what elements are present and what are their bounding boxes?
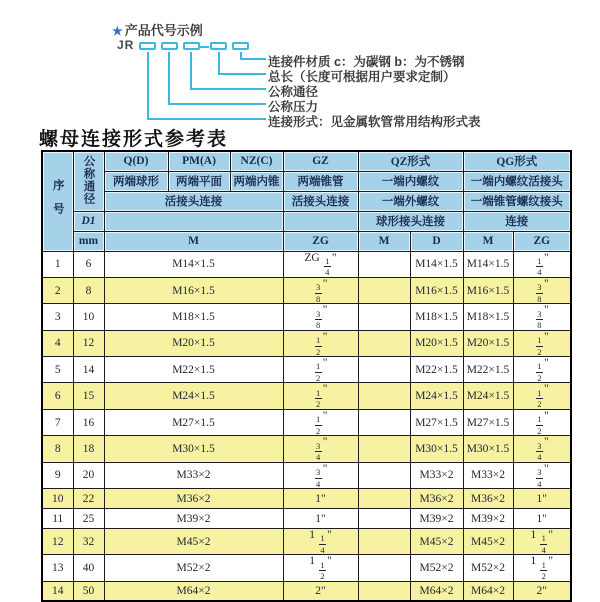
table-header: [42, 151, 571, 251]
cell-no: 7: [42, 409, 73, 435]
cell-qg-m: M39×2: [463, 509, 513, 529]
cell-qg-m: M18×1.5: [463, 304, 513, 330]
header-qg-code: QG形式: [463, 151, 571, 171]
cell-qg-m: M36×2: [463, 489, 513, 509]
table-row: [42, 581, 571, 601]
cell-qg-m: M27×1.5: [463, 409, 513, 435]
cell-qz-d: M39×2: [410, 509, 463, 529]
table-row: [42, 277, 571, 303]
cell-no: 1: [42, 251, 73, 277]
product-code-heading: [112, 20, 203, 39]
header-qz-desc: 一端内螺纹: [358, 171, 463, 191]
header-gz-code: GZ: [283, 151, 358, 171]
header-gz-desc: 两端锥管: [283, 171, 358, 191]
cell-qz-m: [358, 529, 410, 555]
label-nominal-diameter: 公称通径: [268, 85, 319, 99]
cell-gz: $\frac{3}{8}$ ": [283, 304, 358, 330]
cell-qg-m: M20×1.5: [463, 330, 513, 356]
connector-line: [190, 52, 192, 90]
cell-gz: $\frac{1}{2}$ ": [283, 330, 358, 356]
cell-gz: 1 $\frac{1}{4}$ ": [283, 529, 358, 555]
cell-dn: 18: [73, 436, 104, 462]
cell-gz: $\frac{1}{2}$ ": [283, 409, 358, 435]
cell-qz-m: [358, 436, 410, 462]
header-d1: D1: [73, 211, 104, 231]
header-qz-conn: 球形接头连接: [358, 211, 463, 231]
table-row: [42, 330, 571, 356]
cell-gz: $\frac{3}{4}$ ": [283, 462, 358, 488]
label-total-length: 总长（长度可根据用户要求定制）: [268, 70, 456, 84]
header-nz-desc: 两端内锥: [230, 171, 283, 191]
cell-qz-d: M52×2: [410, 555, 463, 581]
table-row: [42, 462, 571, 488]
cell-qg-zg: $\frac{3}{4}$ ": [513, 436, 571, 462]
table-row: [42, 489, 571, 509]
cell-dn: 12: [73, 330, 104, 356]
table-row: [42, 304, 571, 330]
header-qg-desc: 一端内螺纹活接头: [463, 171, 571, 191]
table-row: [42, 555, 571, 581]
cell-qz-m: [358, 489, 410, 509]
table-title: 螺母连接形式参考表: [39, 129, 229, 150]
header-nz-code: NZ(C): [230, 151, 283, 171]
cell-m: M22×1.5: [104, 357, 283, 383]
connector-line: [147, 52, 149, 120]
cell-dn: 25: [73, 509, 104, 529]
cell-dn: 50: [73, 581, 104, 601]
header-pm-code: PM(A): [168, 151, 230, 171]
table-row: [42, 509, 571, 529]
header-blank-2: [283, 211, 358, 231]
header-qz-unit1: M: [358, 231, 410, 251]
connector-line: [168, 103, 266, 105]
cell-qg-zg: $\frac{3}{8}$ ": [513, 304, 571, 330]
header-seq: 序号: [42, 151, 73, 251]
table-row: [42, 383, 571, 409]
connector-line: [240, 58, 266, 60]
cell-gz: $\frac{3}{8}$ ": [283, 277, 358, 303]
cell-m: M24×1.5: [104, 383, 283, 409]
cell-qz-m: [358, 304, 410, 330]
table-row: [42, 409, 571, 435]
label-nominal-pressure: 公称压力: [268, 100, 319, 114]
cell-qg-m: M14×1.5: [463, 251, 513, 277]
header-qg-unit2: ZG: [513, 231, 571, 251]
cell-m: M52×2: [104, 555, 283, 581]
table-row: [42, 529, 571, 555]
code-box-1: [139, 42, 156, 50]
cell-m: M64×2: [104, 581, 283, 601]
cell-m: M27×1.5: [104, 409, 283, 435]
cell-qz-d: M33×2: [410, 462, 463, 488]
cell-no: 5: [42, 357, 73, 383]
star-icon: ★: [112, 24, 123, 38]
cell-gz: $\frac{3}{4}$ ": [283, 436, 358, 462]
cell-qz-d: M20×1.5: [410, 330, 463, 356]
cell-no: 10: [42, 489, 73, 509]
connector-line: [218, 73, 266, 75]
header-blank-1: [104, 211, 283, 231]
cell-no: 3: [42, 304, 73, 330]
cell-qg-m: M45×2: [463, 529, 513, 555]
cell-qz-d: M36×2: [410, 489, 463, 509]
cell-dn: 14: [73, 357, 104, 383]
table-row: [42, 251, 571, 277]
header-unit-mm: mm: [73, 231, 104, 251]
cell-no: 13: [42, 555, 73, 581]
cell-dn: 16: [73, 409, 104, 435]
cell-m: M20×1.5: [104, 330, 283, 356]
cell-m: M39×2: [104, 509, 283, 529]
cell-qg-m: M30×1.5: [463, 436, 513, 462]
cell-qz-m: [358, 555, 410, 581]
cell-gz: 1": [283, 489, 358, 509]
cell-m: M45×2: [104, 529, 283, 555]
cell-gz: $\frac{1}{2}$ ": [283, 357, 358, 383]
cell-gz: 1": [283, 509, 358, 529]
header-qz-unit2: D: [410, 231, 463, 251]
cell-m: M33×2: [104, 462, 283, 488]
cell-qz-m: [358, 251, 410, 277]
cell-m: M18×1.5: [104, 304, 283, 330]
product-code-heading-text: 产品代号示例: [124, 23, 203, 38]
cell-qz-m: [358, 462, 410, 488]
cell-qg-m: M33×2: [463, 462, 513, 488]
connector-line: [168, 52, 170, 105]
cell-dn: 40: [73, 555, 104, 581]
cell-qg-zg: 1": [513, 489, 571, 509]
cell-no: 4: [42, 330, 73, 356]
cell-no: 6: [42, 383, 73, 409]
cell-qg-zg: 1": [513, 509, 571, 529]
header-unit-m: M: [104, 231, 283, 251]
cell-dn: 10: [73, 304, 104, 330]
header-dn: 公称通径: [73, 151, 104, 211]
cell-qz-d: M27×1.5: [410, 409, 463, 435]
cell-qg-m: M24×1.5: [463, 383, 513, 409]
header-qz-code: QZ形式: [358, 151, 463, 171]
connector-line: [190, 88, 266, 90]
header-gz-conn: 活接头连接: [283, 191, 358, 211]
header-gz-unit: ZG: [283, 231, 358, 251]
cell-dn: 6: [73, 251, 104, 277]
code-prefix: JR: [117, 38, 135, 52]
header-qpmnz-conn: 活接头连接: [104, 191, 283, 211]
header-pm-desc: 两端平面: [168, 171, 230, 191]
cell-qg-m: M16×1.5: [463, 277, 513, 303]
cell-qg-zg: $\frac{1}{2}$ ": [513, 357, 571, 383]
cell-qg-zg: 2": [513, 581, 571, 601]
cell-dn: 20: [73, 462, 104, 488]
header-q-desc: 两端球形: [104, 171, 168, 191]
cell-no: 9: [42, 462, 73, 488]
code-box-3: [183, 42, 200, 50]
cell-qg-m: M22×1.5: [463, 357, 513, 383]
cell-gz: $\frac{1}{2}$ ": [283, 383, 358, 409]
cell-qz-d: M18×1.5: [410, 304, 463, 330]
cell-no: 8: [42, 436, 73, 462]
header-qg-desc2: 一端锥管螺纹接头: [463, 191, 571, 211]
code-box-4: [210, 42, 227, 50]
code-box-5: [232, 42, 249, 50]
cell-gz: ZG $\frac{1}{4}$ ": [283, 251, 358, 277]
cell-gz: 1 $\frac{1}{2}$ ": [283, 555, 358, 581]
cell-qg-zg: 1 $\frac{1}{4}$ ": [513, 529, 571, 555]
code-dash: [200, 46, 209, 48]
label-connection-form: 连接形式：见金属软管常用结构形式表: [268, 115, 481, 129]
cell-no: 12: [42, 529, 73, 555]
nut-connection-table: [41, 150, 572, 602]
cell-qg-m: M52×2: [463, 555, 513, 581]
cell-qg-zg: $\frac{1}{2}$ ": [513, 409, 571, 435]
cell-qz-d: M16×1.5: [410, 277, 463, 303]
cell-qg-zg: $\frac{3}{8}$ ": [513, 277, 571, 303]
cell-dn: 22: [73, 489, 104, 509]
cell-qz-m: [358, 409, 410, 435]
cell-qg-m: M64×2: [463, 581, 513, 601]
cell-qz-m: [358, 277, 410, 303]
cell-qg-zg: $\frac{3}{4}$ ": [513, 462, 571, 488]
cell-no: 14: [42, 581, 73, 601]
cell-qg-zg: $\frac{1}{4}$ ": [513, 251, 571, 277]
cell-qz-m: [358, 509, 410, 529]
table-row: [42, 436, 571, 462]
cell-no: 11: [42, 509, 73, 529]
cell-qz-d: M45×2: [410, 529, 463, 555]
cell-m: M30×1.5: [104, 436, 283, 462]
cell-dn: 8: [73, 277, 104, 303]
cell-no: 2: [42, 277, 73, 303]
label-material: 连接件材质 c：为碳钢 b：为不锈钢: [268, 55, 465, 69]
header-q-code: Q(D): [104, 151, 168, 171]
cell-qg-zg: 1 $\frac{1}{2}$ ": [513, 555, 571, 581]
cell-dn: 15: [73, 383, 104, 409]
table-row: [42, 357, 571, 383]
connector-line: [218, 52, 220, 75]
code-box-2: [161, 42, 178, 50]
cell-m: M36×2: [104, 489, 283, 509]
cell-qz-d: M14×1.5: [410, 251, 463, 277]
cell-dn: 32: [73, 529, 104, 555]
header-qg-unit1: M: [463, 231, 513, 251]
cell-m: M14×1.5: [104, 251, 283, 277]
cell-qz-d: M24×1.5: [410, 383, 463, 409]
cell-qz-d: M30×1.5: [410, 436, 463, 462]
cell-qz-m: [358, 383, 410, 409]
cell-qz-m: [358, 330, 410, 356]
cell-qg-zg: $\frac{1}{2}$ ": [513, 383, 571, 409]
table-body: [42, 251, 571, 601]
cell-qz-m: [358, 357, 410, 383]
header-qz-desc2: 一端外螺纹: [358, 191, 463, 211]
cell-qz-d: M64×2: [410, 581, 463, 601]
header-qg-conn: 连接: [463, 211, 571, 231]
cell-qz-d: M22×1.5: [410, 357, 463, 383]
cell-qg-zg: $\frac{1}{2}$ ": [513, 330, 571, 356]
connector-line: [147, 118, 266, 120]
cell-gz: 2": [283, 581, 358, 601]
cell-qz-m: [358, 581, 410, 601]
cell-m: M16×1.5: [104, 277, 283, 303]
